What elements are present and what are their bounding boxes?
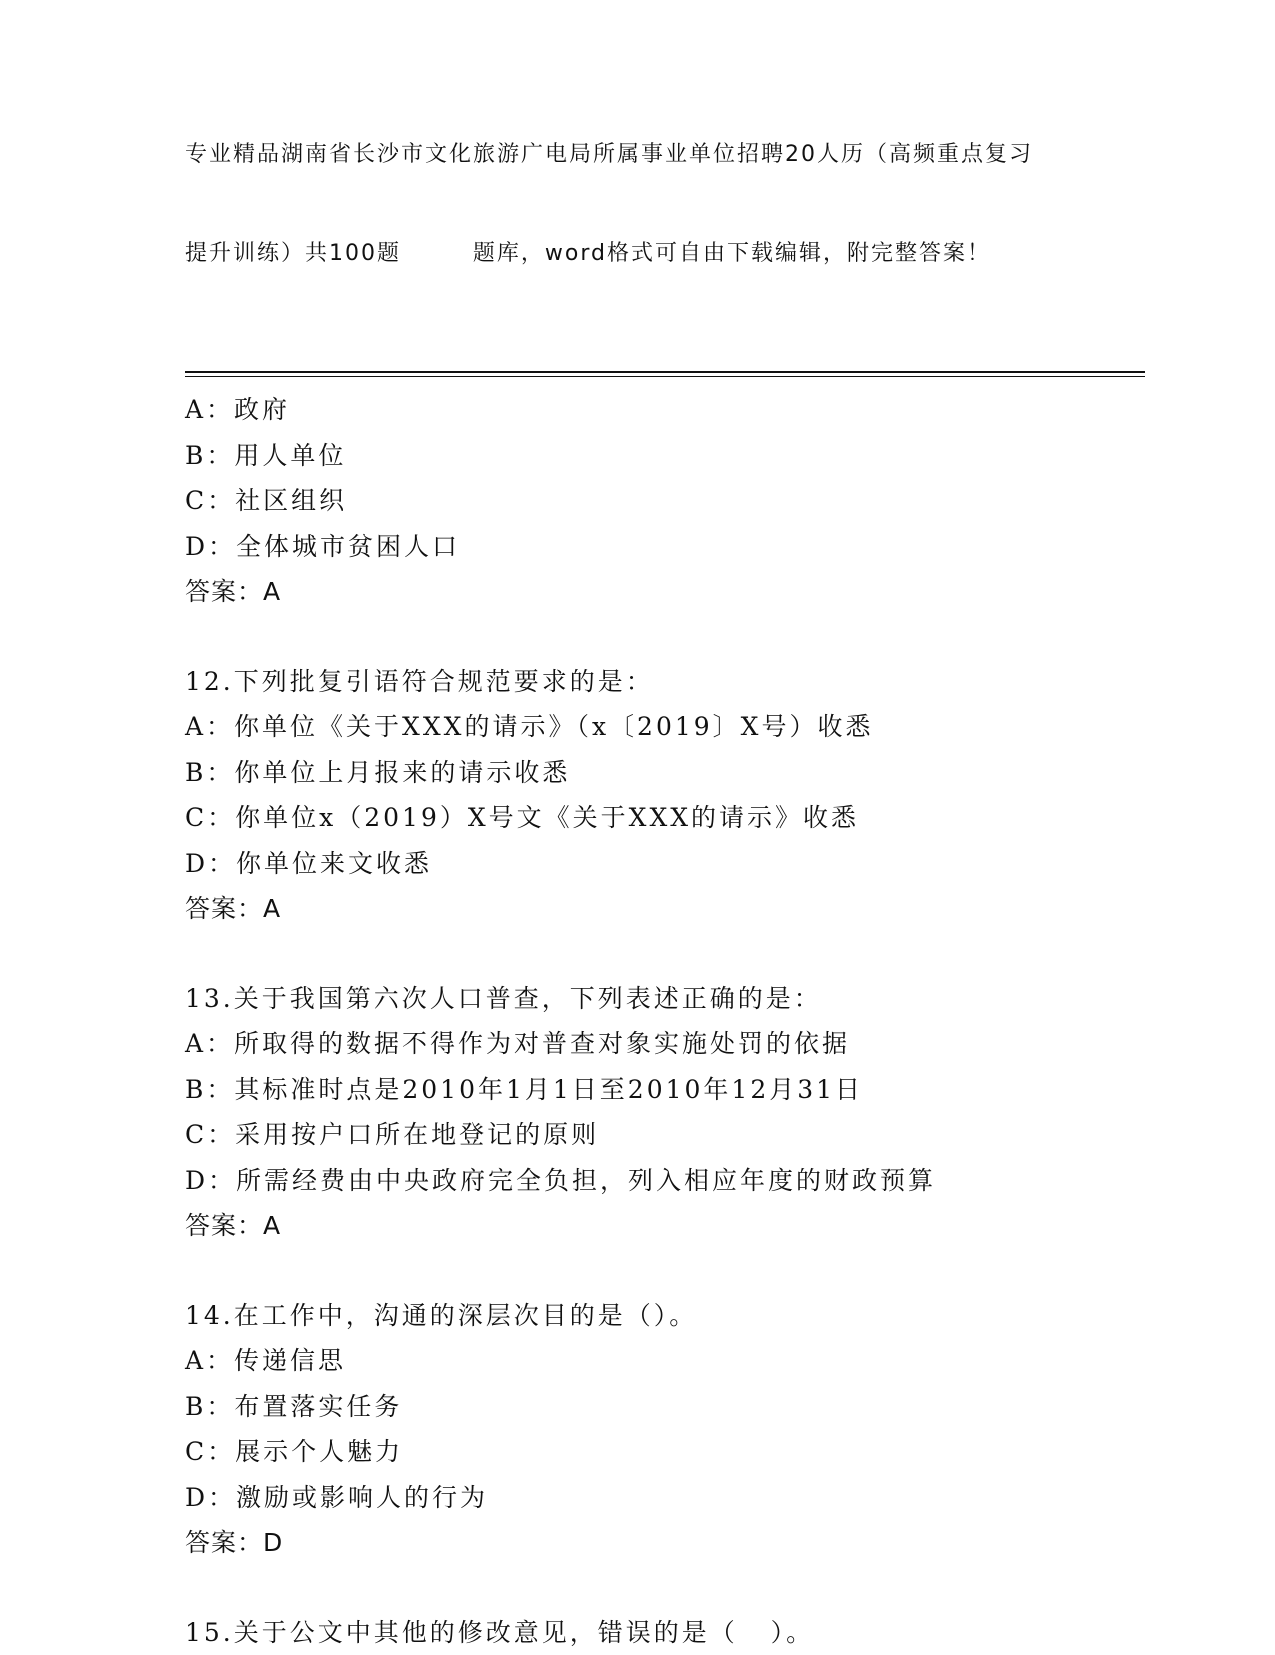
question-14 [185,1293,1145,1566]
question-stem: 13.关于我国第六次人口普查，下列表述正确的是： [185,976,1145,1022]
option-d: D：你单位来文收悉 [185,841,1145,887]
question-stem: 14.在工作中，沟通的深层次目的是（）。 [185,1293,1145,1339]
option-a: A：所取得的数据不得作为对普查对象实施处罚的依据 [185,1021,1145,1067]
header-divider [185,371,1145,377]
header-title-line-2: 提升训练）共100题 题库，word格式可自由下载编辑，附完整答案！ [185,237,1145,270]
option-d: D：激励或影响人的行为 [185,1475,1145,1521]
option-c: C：采用按户口所在地登记的原则 [185,1112,1145,1158]
option-b: B：用人单位 [185,433,1145,479]
option-d: D：所需经费由中央政府完全负担，列入相应年度的财政预算 [185,1158,1145,1204]
answer-line: 答案：A [185,569,1145,615]
answer-line: 答案：A [185,1203,1145,1249]
question-list [185,387,1145,1655]
document-page [185,72,1145,1655]
option-c: C：展示个人魅力 [185,1429,1145,1475]
question-15 [185,1610,1145,1655]
option-a: A：你单位《关于XXX的请示》（x〔2019〕X号）收悉 [185,704,1145,750]
answer-line: 答案：D [185,1520,1145,1566]
answer-line: 答案：A [185,886,1145,932]
option-c: C：你单位x（2019）X号文《关于XXX的请示》收悉 [185,795,1145,841]
document-header [185,72,1145,336]
option-d: D：全体城市贫困人口 [185,524,1145,570]
question-11-partial [185,387,1145,615]
header-title-line-1: 专业精品湖南省长沙市文化旅游广电局所属事业单位招聘20人历（高频重点复习 [185,138,1145,171]
option-b: B：你单位上月报来的请示收悉 [185,750,1145,796]
question-stem: 12.下列批复引语符合规范要求的是： [185,659,1145,705]
option-b: B：布置落实任务 [185,1384,1145,1430]
option-a: A：政府 [185,387,1145,433]
question-12 [185,659,1145,932]
option-c: C：社区组织 [185,478,1145,524]
option-a: A：传递信思 [185,1338,1145,1384]
option-b: B：其标准时点是2010年1月1日至2010年12月31日 [185,1067,1145,1113]
question-13 [185,976,1145,1249]
question-stem: 15.关于公文中其他的修改意见，错误的是（ ）。 [185,1610,1145,1655]
